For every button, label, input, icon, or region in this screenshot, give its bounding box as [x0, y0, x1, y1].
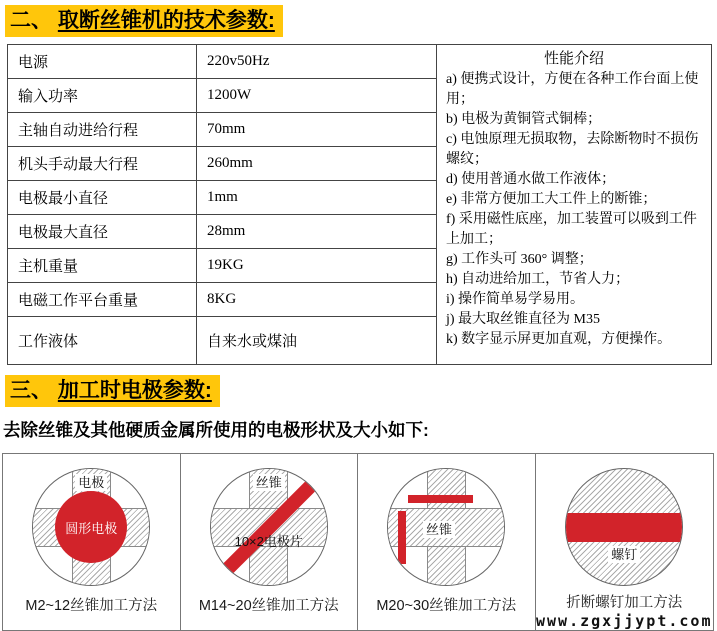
intro-item: j) 最大取丝锥直径为 M35 [446, 312, 600, 328]
screw-cross-section-diagram [565, 468, 683, 586]
intro-item: b) 电极为黄铜管式铜棒； [446, 112, 602, 128]
section3-heading-prefix: 三、 [10, 379, 58, 403]
diagram-caption: M2~12丝锥加工方法 [25, 598, 158, 615]
performance-intro-title: 性能介绍 [543, 51, 604, 68]
param-value: 220v50Hz [197, 45, 437, 79]
section2-heading-title: 取断丝锥机的技术参数: [57, 9, 275, 32]
section2-heading [5, 5, 283, 37]
diagram-m2-12 [3, 454, 181, 631]
tap-cross-section-diagram [210, 468, 328, 586]
diagram-caption: M14~20丝锥加工方法 [198, 598, 339, 615]
intro-item: c) 电蚀原理无损取物，去除断物时不损伤螺纹； [446, 132, 699, 168]
param-value: 260mm [197, 147, 437, 181]
intro-item: a) 便携式设计，方便在各种工作台面上使用； [446, 72, 699, 108]
diagram-m20-30 [358, 454, 536, 631]
screw-label: 螺钉 [608, 546, 640, 563]
performance-intro-cell [437, 45, 711, 364]
electrode-diagram-strip [2, 453, 714, 631]
param-value: 70mm [197, 113, 437, 147]
param-value: 28mm [197, 215, 437, 249]
param-label: 电磁工作平台重量 [8, 283, 197, 317]
electrode-sheet-vertical [398, 511, 406, 564]
tap-label: 丝锥 [423, 521, 455, 538]
param-label: 电极最小直径 [8, 181, 197, 215]
tap-cross-section-diagram [387, 468, 505, 586]
tap-label: 丝锥 [253, 474, 285, 491]
technical-parameters-table [7, 44, 712, 365]
intro-item: d) 使用普通水做工作液体； [446, 172, 616, 188]
round-electrode-shape: 圆形电极 [55, 491, 127, 563]
diagram-broken-screw [536, 454, 714, 631]
param-value: 1mm [197, 181, 437, 215]
section2-heading-prefix: 二、 [10, 9, 58, 32]
section3-heading-title: 加工时电极参数: [57, 379, 212, 403]
param-value: 1200W [197, 79, 437, 113]
electrode-sheet-label: 10×2电极片 [234, 533, 303, 549]
param-label: 机头手动最大行程 [8, 147, 197, 181]
diagram-m14-20 [181, 454, 359, 631]
electrode-band-shape [565, 513, 683, 542]
intro-item: k) 数字显示屏更加直观，方便操作。 [446, 332, 672, 348]
intro-item: i) 操作简单易学易用。 [446, 292, 585, 308]
website-url: www.zgxjjypt.com [536, 612, 713, 631]
diagram-caption: M20~30丝锥加工方法 [376, 598, 517, 615]
param-value: 19KG [197, 249, 437, 283]
param-value: 自来水或煤油 [197, 317, 437, 364]
electrode-label: 电极 [75, 474, 107, 491]
electrode-sheet-horizontal [408, 495, 473, 503]
intro-item: h) 自动进给加工，节省人力； [446, 272, 630, 288]
param-label: 工作液体 [8, 317, 197, 364]
param-label: 电源 [8, 45, 197, 79]
section3-heading [5, 375, 220, 407]
param-label: 电极最大直径 [8, 215, 197, 249]
electrode-shapes-subtitle: 去除丝锥及其他硬质金属所使用的电极形状及大小如下: [3, 420, 429, 441]
param-label: 主轴自动进给行程 [8, 113, 197, 147]
intro-item: f) 采用磁性底座，加工装置可以吸到工件上加工； [446, 212, 697, 248]
param-label: 输入功率 [8, 79, 197, 113]
tap-cross-section-diagram [32, 468, 150, 586]
diagram-caption: 折断螺钉加工方法 [566, 595, 683, 612]
intro-item: g) 工作头可 360° 调整； [446, 252, 593, 268]
intro-item: e) 非常方便加工大工件上的断锥； [446, 192, 657, 208]
param-label: 主机重量 [8, 249, 197, 283]
param-value: 8KG [197, 283, 437, 317]
